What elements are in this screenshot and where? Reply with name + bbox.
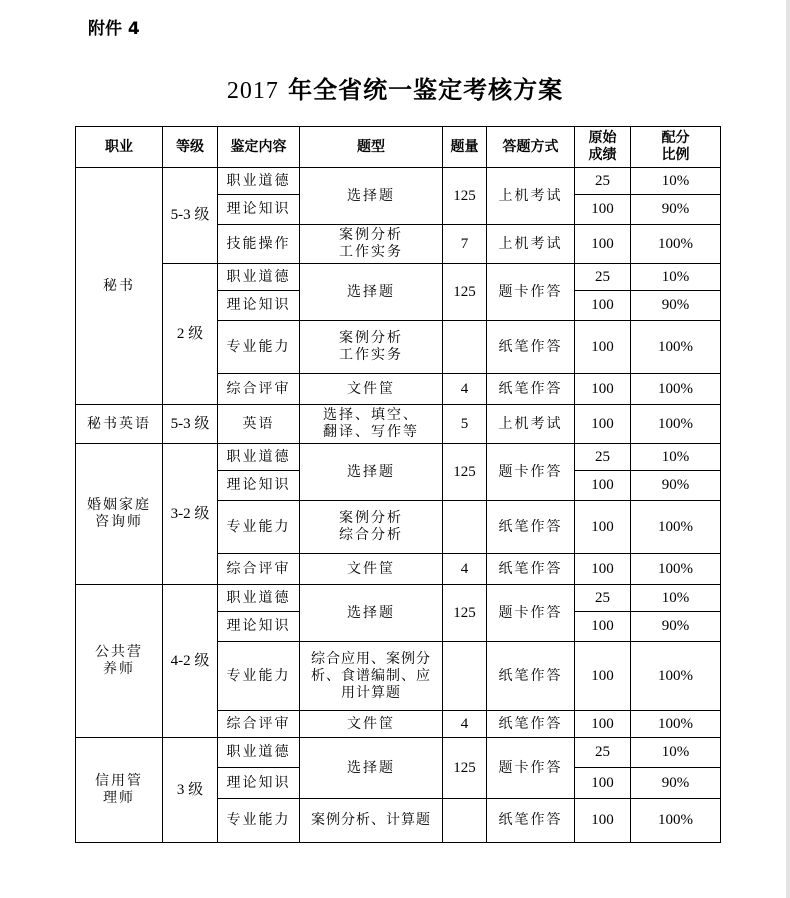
ratio-cell: 10% — [631, 168, 721, 195]
content-cell: 理论知识 — [218, 291, 300, 321]
content-cell: 技能操作 — [218, 225, 300, 264]
answer-method-cell: 题卡作答 — [487, 585, 575, 642]
answer-method-cell: 纸笔作答 — [487, 501, 575, 554]
question-count-cell: 125 — [443, 444, 487, 501]
level-cell: 5-3 级 — [163, 168, 218, 264]
raw-score-cell: 100 — [575, 195, 631, 225]
table-row — [76, 444, 721, 471]
level-cell: 4-2 级 — [163, 585, 218, 738]
content-cell: 专业能力 — [218, 501, 300, 554]
table-row — [76, 264, 721, 291]
header-job: 职业 — [76, 127, 163, 168]
answer-method-cell: 上机考试 — [487, 225, 575, 264]
level-cell: 3 级 — [163, 738, 218, 843]
question-count-cell: 4 — [443, 554, 487, 585]
attachment-label: 附件 4 — [88, 19, 140, 39]
content-cell: 专业能力 — [218, 642, 300, 711]
content-cell: 职业道德 — [218, 738, 300, 768]
header-row — [76, 127, 721, 168]
answer-method-cell: 上机考试 — [487, 168, 575, 225]
page-edge — [786, 0, 790, 898]
ratio-cell: 90% — [631, 195, 721, 225]
header-question-count: 题量 — [443, 127, 487, 168]
title-text: 年全省统一鉴定考核方案 — [288, 75, 564, 104]
ratio-cell: 100% — [631, 374, 721, 405]
content-cell: 专业能力 — [218, 321, 300, 374]
raw-score-cell: 25 — [575, 444, 631, 471]
question-count-cell: 125 — [443, 585, 487, 642]
question-type-cell: 选择题 — [300, 264, 443, 321]
ratio-cell: 90% — [631, 612, 721, 642]
job-cell: 秘书 — [76, 168, 163, 405]
header-level: 等级 — [163, 127, 218, 168]
raw-score-cell: 25 — [575, 264, 631, 291]
ratio-cell: 10% — [631, 738, 721, 768]
ratio-cell: 100% — [631, 405, 721, 444]
question-type-cell: 选择题 — [300, 444, 443, 501]
ratio-cell: 100% — [631, 642, 721, 711]
question-type-cell: 案例分析、计算题 — [300, 799, 443, 843]
answer-method-cell: 上机考试 — [487, 405, 575, 444]
raw-score-cell: 100 — [575, 554, 631, 585]
header-ratio-line2: 比例 — [661, 147, 690, 163]
content-cell: 职业道德 — [218, 444, 300, 471]
title-year: 2017 — [226, 78, 279, 104]
answer-method-cell: 纸笔作答 — [487, 799, 575, 843]
raw-score-cell: 100 — [575, 612, 631, 642]
question-count-cell: 5 — [443, 405, 487, 444]
content-cell: 理论知识 — [218, 195, 300, 225]
content-cell: 理论知识 — [218, 471, 300, 501]
content-cell: 专业能力 — [218, 799, 300, 843]
ratio-cell: 100% — [631, 554, 721, 585]
ratio-cell: 10% — [631, 444, 721, 471]
ratio-cell: 90% — [631, 471, 721, 501]
answer-method-cell: 纸笔作答 — [487, 321, 575, 374]
question-count-cell — [443, 321, 487, 374]
content-cell: 英语 — [218, 405, 300, 444]
ratio-cell: 100% — [631, 711, 721, 738]
content-cell: 综合评审 — [218, 554, 300, 585]
level-cell: 2 级 — [163, 264, 218, 405]
question-count-cell: 125 — [443, 168, 487, 225]
ratio-cell: 100% — [631, 501, 721, 554]
exam-plan-table — [75, 126, 721, 843]
question-type-cell: 综合应用、案例分 析、食谱编制、应 用计算题 — [300, 642, 443, 711]
raw-score-cell: 100 — [575, 225, 631, 264]
question-type-cell: 选择、填空、 翻译、写作等 — [300, 405, 443, 444]
header-question-type: 题型 — [300, 127, 443, 168]
header-raw-line2: 成绩 — [588, 147, 617, 163]
ratio-cell: 100% — [631, 225, 721, 264]
question-type-cell: 案例分析 综合分析 — [300, 501, 443, 554]
header-raw-line1: 原始 — [588, 130, 617, 146]
raw-score-cell: 100 — [575, 374, 631, 405]
question-count-cell: 125 — [443, 264, 487, 321]
ratio-cell: 10% — [631, 264, 721, 291]
ratio-cell: 100% — [631, 321, 721, 374]
question-count-cell — [443, 501, 487, 554]
question-count-cell — [443, 799, 487, 843]
level-cell: 5-3 级 — [163, 405, 218, 444]
level-cell: 3-2 级 — [163, 444, 218, 585]
job-cell: 秘书英语 — [76, 405, 163, 444]
raw-score-cell: 100 — [575, 768, 631, 799]
raw-score-cell: 100 — [575, 501, 631, 554]
raw-score-cell: 100 — [575, 291, 631, 321]
header-raw-score — [575, 127, 631, 168]
question-type-cell: 选择题 — [300, 585, 443, 642]
question-type-cell: 选择题 — [300, 168, 443, 225]
question-type-cell: 文件筐 — [300, 711, 443, 738]
content-cell: 综合评审 — [218, 374, 300, 405]
raw-score-cell: 100 — [575, 711, 631, 738]
raw-score-cell: 100 — [575, 405, 631, 444]
content-cell: 理论知识 — [218, 612, 300, 642]
table-row — [76, 738, 721, 768]
question-type-cell: 文件筐 — [300, 374, 443, 405]
answer-method-cell: 纸笔作答 — [487, 642, 575, 711]
header-ratio-line1: 配分 — [661, 130, 690, 146]
content-cell: 职业道德 — [218, 585, 300, 612]
answer-method-cell: 题卡作答 — [487, 444, 575, 501]
job-cell: 婚姻家庭 咨询师 — [76, 444, 163, 585]
answer-method-cell: 题卡作答 — [487, 738, 575, 799]
answer-method-cell: 纸笔作答 — [487, 374, 575, 405]
question-type-cell: 案例分析 工作实务 — [300, 225, 443, 264]
raw-score-cell: 100 — [575, 321, 631, 374]
answer-method-cell: 纸笔作答 — [487, 711, 575, 738]
question-count-cell: 4 — [443, 374, 487, 405]
header-ratio — [631, 127, 721, 168]
question-count-cell: 7 — [443, 225, 487, 264]
question-type-cell: 选择题 — [300, 738, 443, 799]
table-row — [76, 168, 721, 195]
question-type-cell: 案例分析 工作实务 — [300, 321, 443, 374]
raw-score-cell: 100 — [575, 471, 631, 501]
raw-score-cell: 100 — [575, 799, 631, 843]
raw-score-cell: 25 — [575, 738, 631, 768]
job-cell: 公共营 养师 — [76, 585, 163, 738]
content-cell: 职业道德 — [218, 168, 300, 195]
ratio-cell: 90% — [631, 291, 721, 321]
answer-method-cell: 纸笔作答 — [487, 554, 575, 585]
ratio-cell: 90% — [631, 768, 721, 799]
raw-score-cell: 25 — [575, 585, 631, 612]
header-answer-method: 答题方式 — [487, 127, 575, 168]
question-count-cell — [443, 642, 487, 711]
job-cell: 信用管 理师 — [76, 738, 163, 843]
ratio-cell: 100% — [631, 799, 721, 843]
content-cell: 理论知识 — [218, 768, 300, 799]
table-row — [76, 405, 721, 444]
table-row — [76, 585, 721, 612]
raw-score-cell: 25 — [575, 168, 631, 195]
raw-score-cell: 100 — [575, 642, 631, 711]
ratio-cell: 10% — [631, 585, 721, 612]
question-count-cell: 125 — [443, 738, 487, 799]
content-cell: 职业道德 — [218, 264, 300, 291]
question-type-cell: 文件筐 — [300, 554, 443, 585]
page-title — [0, 70, 790, 105]
header-content: 鉴定内容 — [218, 127, 300, 168]
question-count-cell: 4 — [443, 711, 487, 738]
answer-method-cell: 题卡作答 — [487, 264, 575, 321]
content-cell: 综合评审 — [218, 711, 300, 738]
